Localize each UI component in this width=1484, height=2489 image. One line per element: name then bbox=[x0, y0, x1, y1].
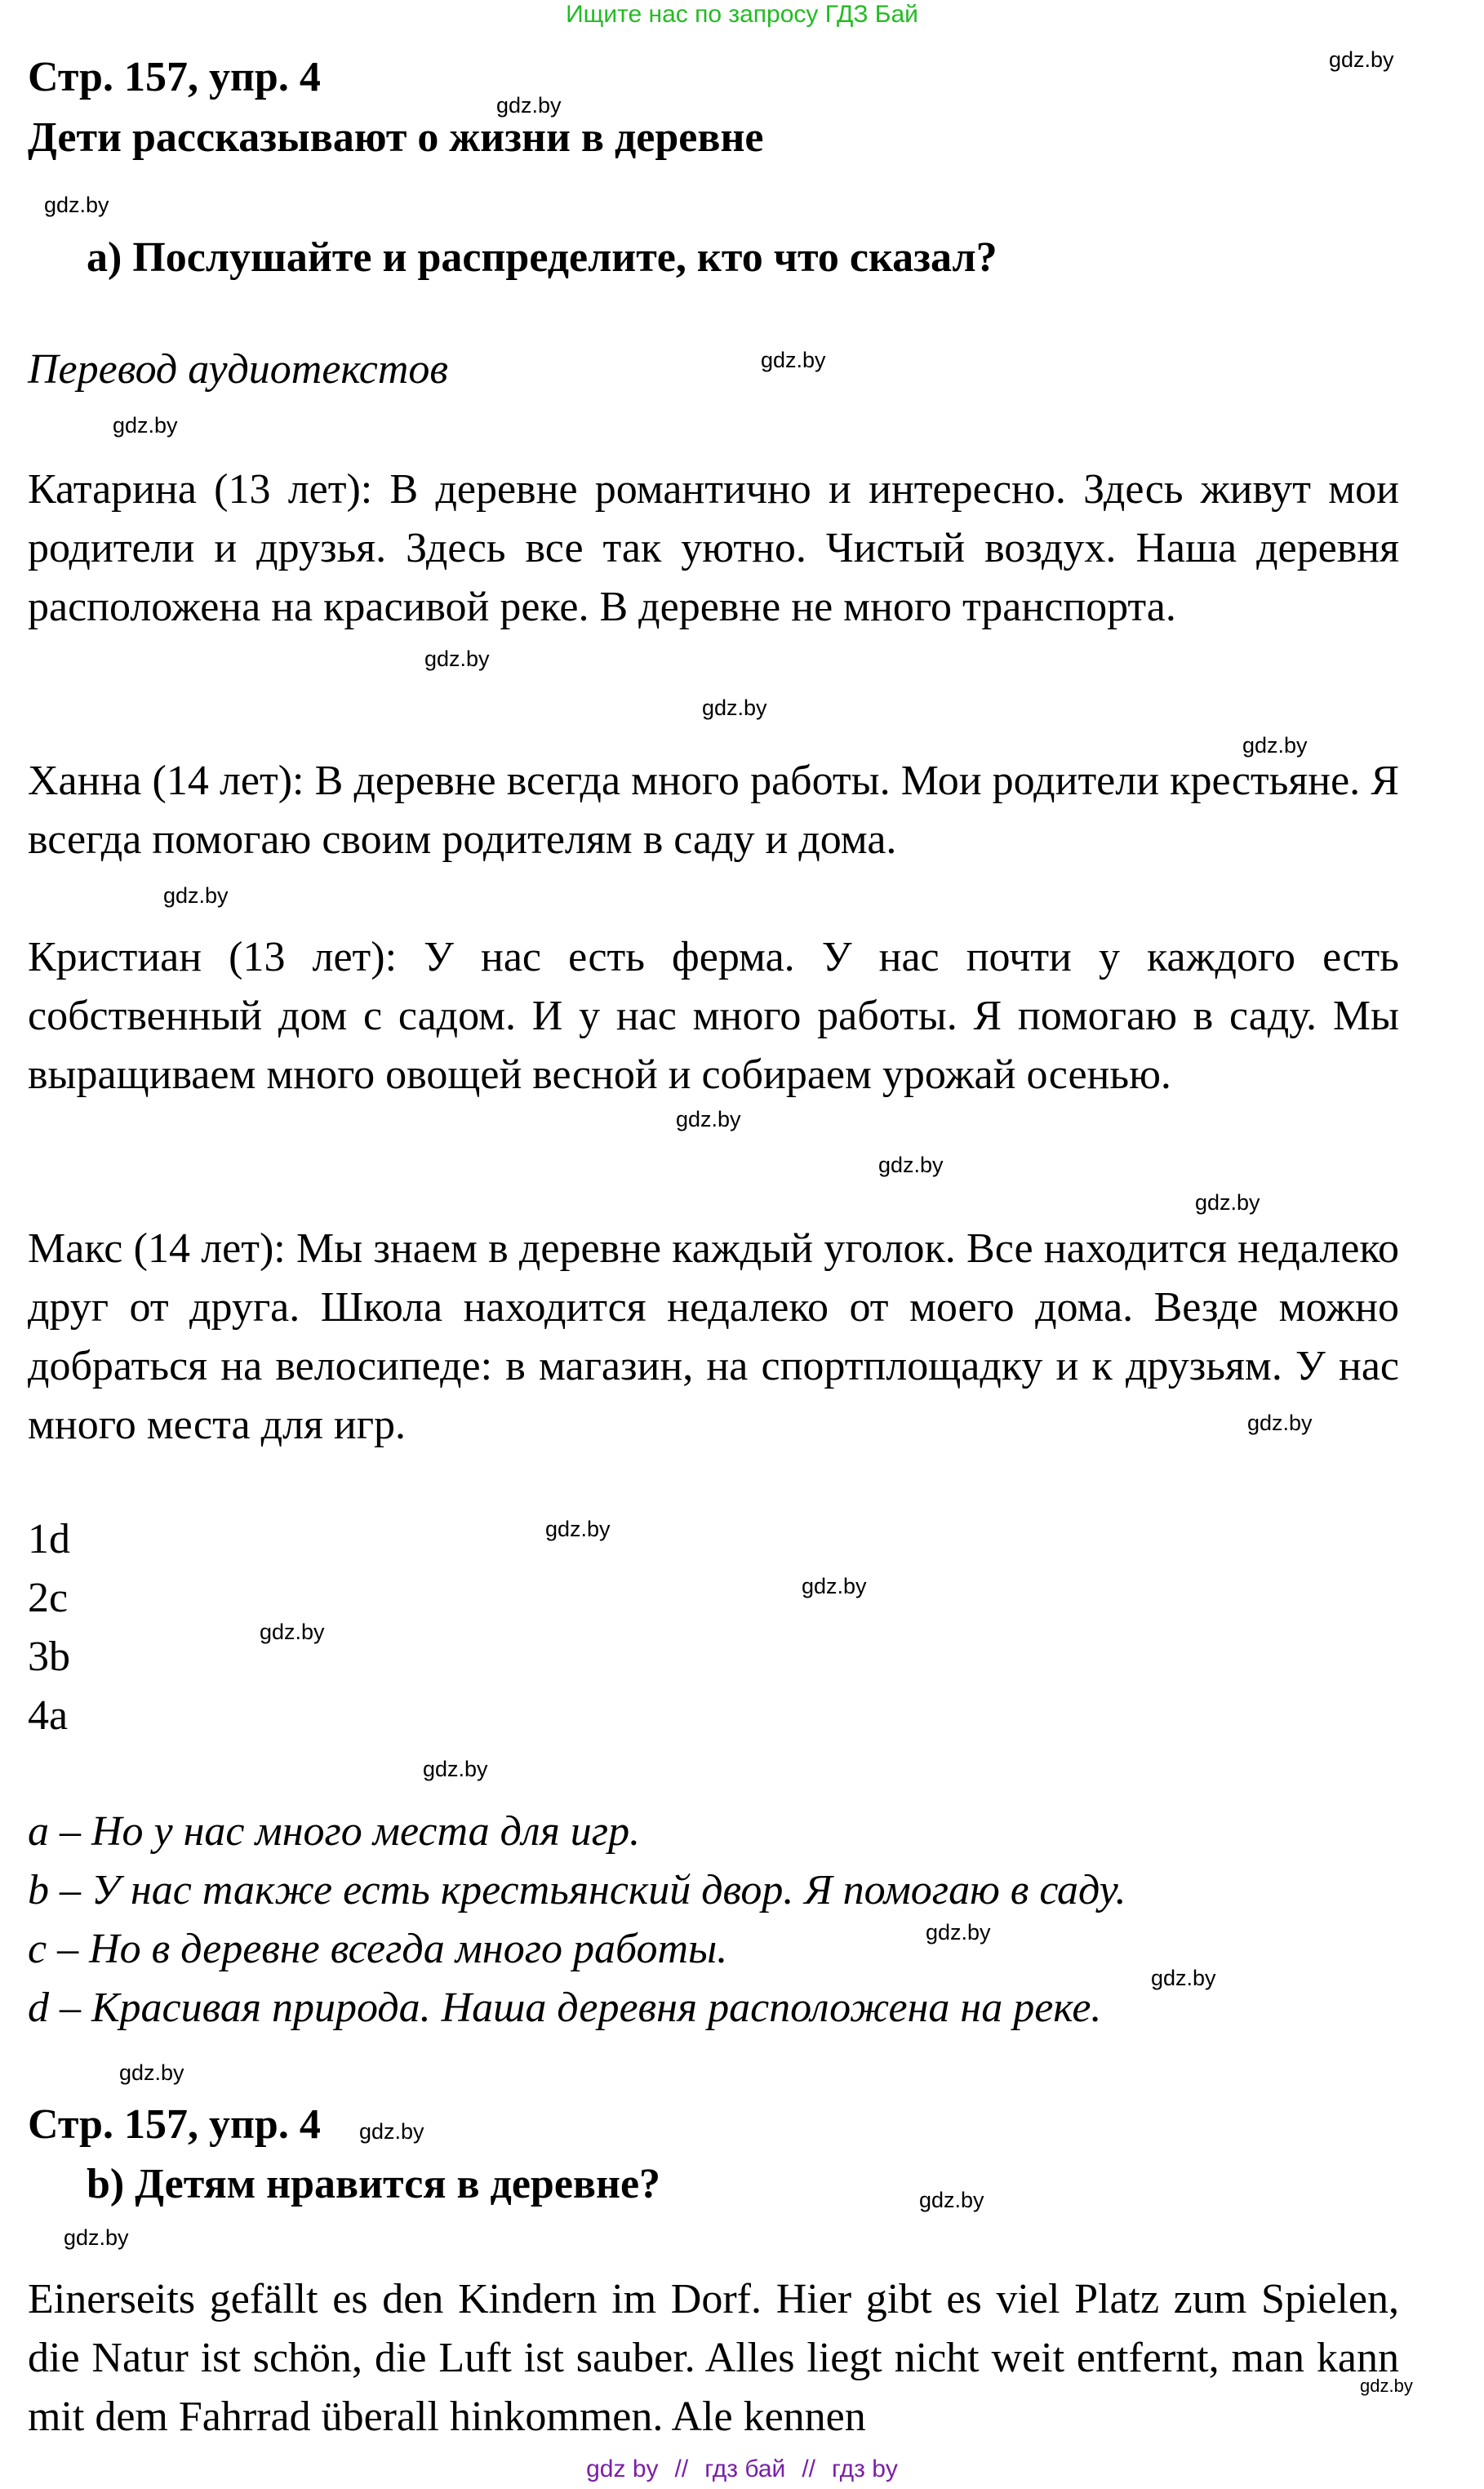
watermark-text: gdz.by bbox=[1360, 2376, 1413, 2396]
paragraph-hanna: Ханна (14 лет): В деревне всегда много работы. Мои родители крестьяне. Я всегда помогаю своим родителям в саду и дома. bbox=[28, 758, 1399, 863]
watermark-text: gdz.by bbox=[163, 883, 229, 908]
watermark-text: gdz.by bbox=[359, 2119, 424, 2144]
footer-link[interactable]: гдз by bbox=[832, 2456, 898, 2482]
option-item: d – Красивая природа. Наша деревня расположена на реке. bbox=[28, 1985, 1102, 2031]
watermark-text: gdz.by bbox=[1247, 1411, 1313, 1435]
watermark-text: gdz.by bbox=[926, 1920, 991, 1945]
page-heading-2: Стр. 157, упр. 4 bbox=[28, 2101, 321, 2148]
paragraph-german: Einerseits gefällt es den Kindern im Dorf. Hier gibt es viel Platz zum Spielen, die Natur ist schön, die Luft ist sauber. Alles liegt nicht weit entfernt, man kann mit dem Fahrrad überall hinkommen. Ale kennen bbox=[28, 2276, 1399, 2440]
watermark-text: gdz.by bbox=[1242, 733, 1308, 758]
watermark-text: gdz.by bbox=[64, 2225, 129, 2250]
paragraph-christian: Кристиан (13 лет): У нас есть ферма. У нас почти у каждого есть собственный дом с садом. И у нас много работы. Я помогаю в саду. Мы выращиваем много овощей весной и собираем урожай осенью. bbox=[28, 934, 1399, 1098]
exercise-title: Дети рассказывают о жизни в деревне bbox=[28, 114, 764, 161]
watermark-text: gdz.by bbox=[676, 1107, 741, 1131]
answer-item: 4a bbox=[28, 1692, 69, 1739]
task-b-heading: b) Детям нравится в деревне? bbox=[87, 2161, 661, 2207]
option-item: c – Но в деревне всегда много работы. bbox=[28, 1926, 728, 1972]
watermark-text: gdz.by bbox=[545, 1517, 611, 1541]
watermark-text: gdz.by bbox=[919, 2188, 984, 2212]
search-banner[interactable]: Ищите нас по запросу ГДЗ Бай bbox=[566, 1, 918, 28]
watermark-text: gdz.by bbox=[496, 93, 562, 118]
answer-key bbox=[28, 1510, 70, 1745]
watermark-text: gdz.by bbox=[44, 193, 109, 217]
footer-separator: // bbox=[802, 2456, 815, 2482]
translation-title: Перевод аудиотекстов bbox=[28, 346, 448, 393]
paragraph-katarina: Катарина (13 лет): В деревне романтично и интересно. Здесь живут мои родители и друзья. Здесь все так уютно. Чистый воздух. Наша деревня расположена на красивой реке. В деревне не много транспорта. bbox=[28, 466, 1399, 630]
watermark-text: gdz.by bbox=[424, 647, 490, 671]
watermark-text: gdz.by bbox=[1329, 47, 1394, 72]
answer-item: 3b bbox=[28, 1633, 70, 1680]
watermark-text: gdz.by bbox=[1151, 1966, 1216, 1990]
answer-item: 2c bbox=[28, 1575, 69, 1621]
option-item: b – У нас также есть крестьянский двор. Я помогаю в саду. bbox=[28, 1867, 1126, 1913]
watermark-text: gdz.by bbox=[260, 1620, 325, 1644]
watermark-text: gdz.by bbox=[113, 413, 178, 438]
footer-separator: // bbox=[674, 2456, 689, 2482]
footer-link[interactable]: gdz by bbox=[586, 2456, 659, 2482]
watermark-text: gdz.by bbox=[761, 348, 826, 372]
footer-links bbox=[0, 2454, 1484, 2485]
watermark-text: gdz.by bbox=[119, 2060, 184, 2085]
watermark-text: gdz.by bbox=[702, 696, 767, 720]
option-item: a – Но у нас много места для игр. bbox=[28, 1808, 641, 1855]
footer-link[interactable]: гдз бай bbox=[704, 2456, 786, 2482]
watermark-text: gdz.by bbox=[802, 1574, 867, 1598]
watermark-text: gdz.by bbox=[878, 1153, 944, 1177]
watermark-text: gdz.by bbox=[1195, 1190, 1260, 1215]
page-heading: Стр. 157, упр. 4 bbox=[28, 54, 321, 100]
answer-item: 1d bbox=[28, 1516, 70, 1562]
task-a-heading: а) Послушайте и распределите, кто что сказал? bbox=[87, 234, 997, 281]
paragraph-max: Макс (14 лет): Мы знаем в деревне каждый уголок. Все находится недалеко друг от друга. Школа находится недалеко от моего дома. Везде можно добраться на велосипеде: в магазин, на спортплощадку и к друзьям. У нас много места для игр. bbox=[28, 1225, 1399, 1448]
watermark-text: gdz.by bbox=[423, 1757, 488, 1781]
